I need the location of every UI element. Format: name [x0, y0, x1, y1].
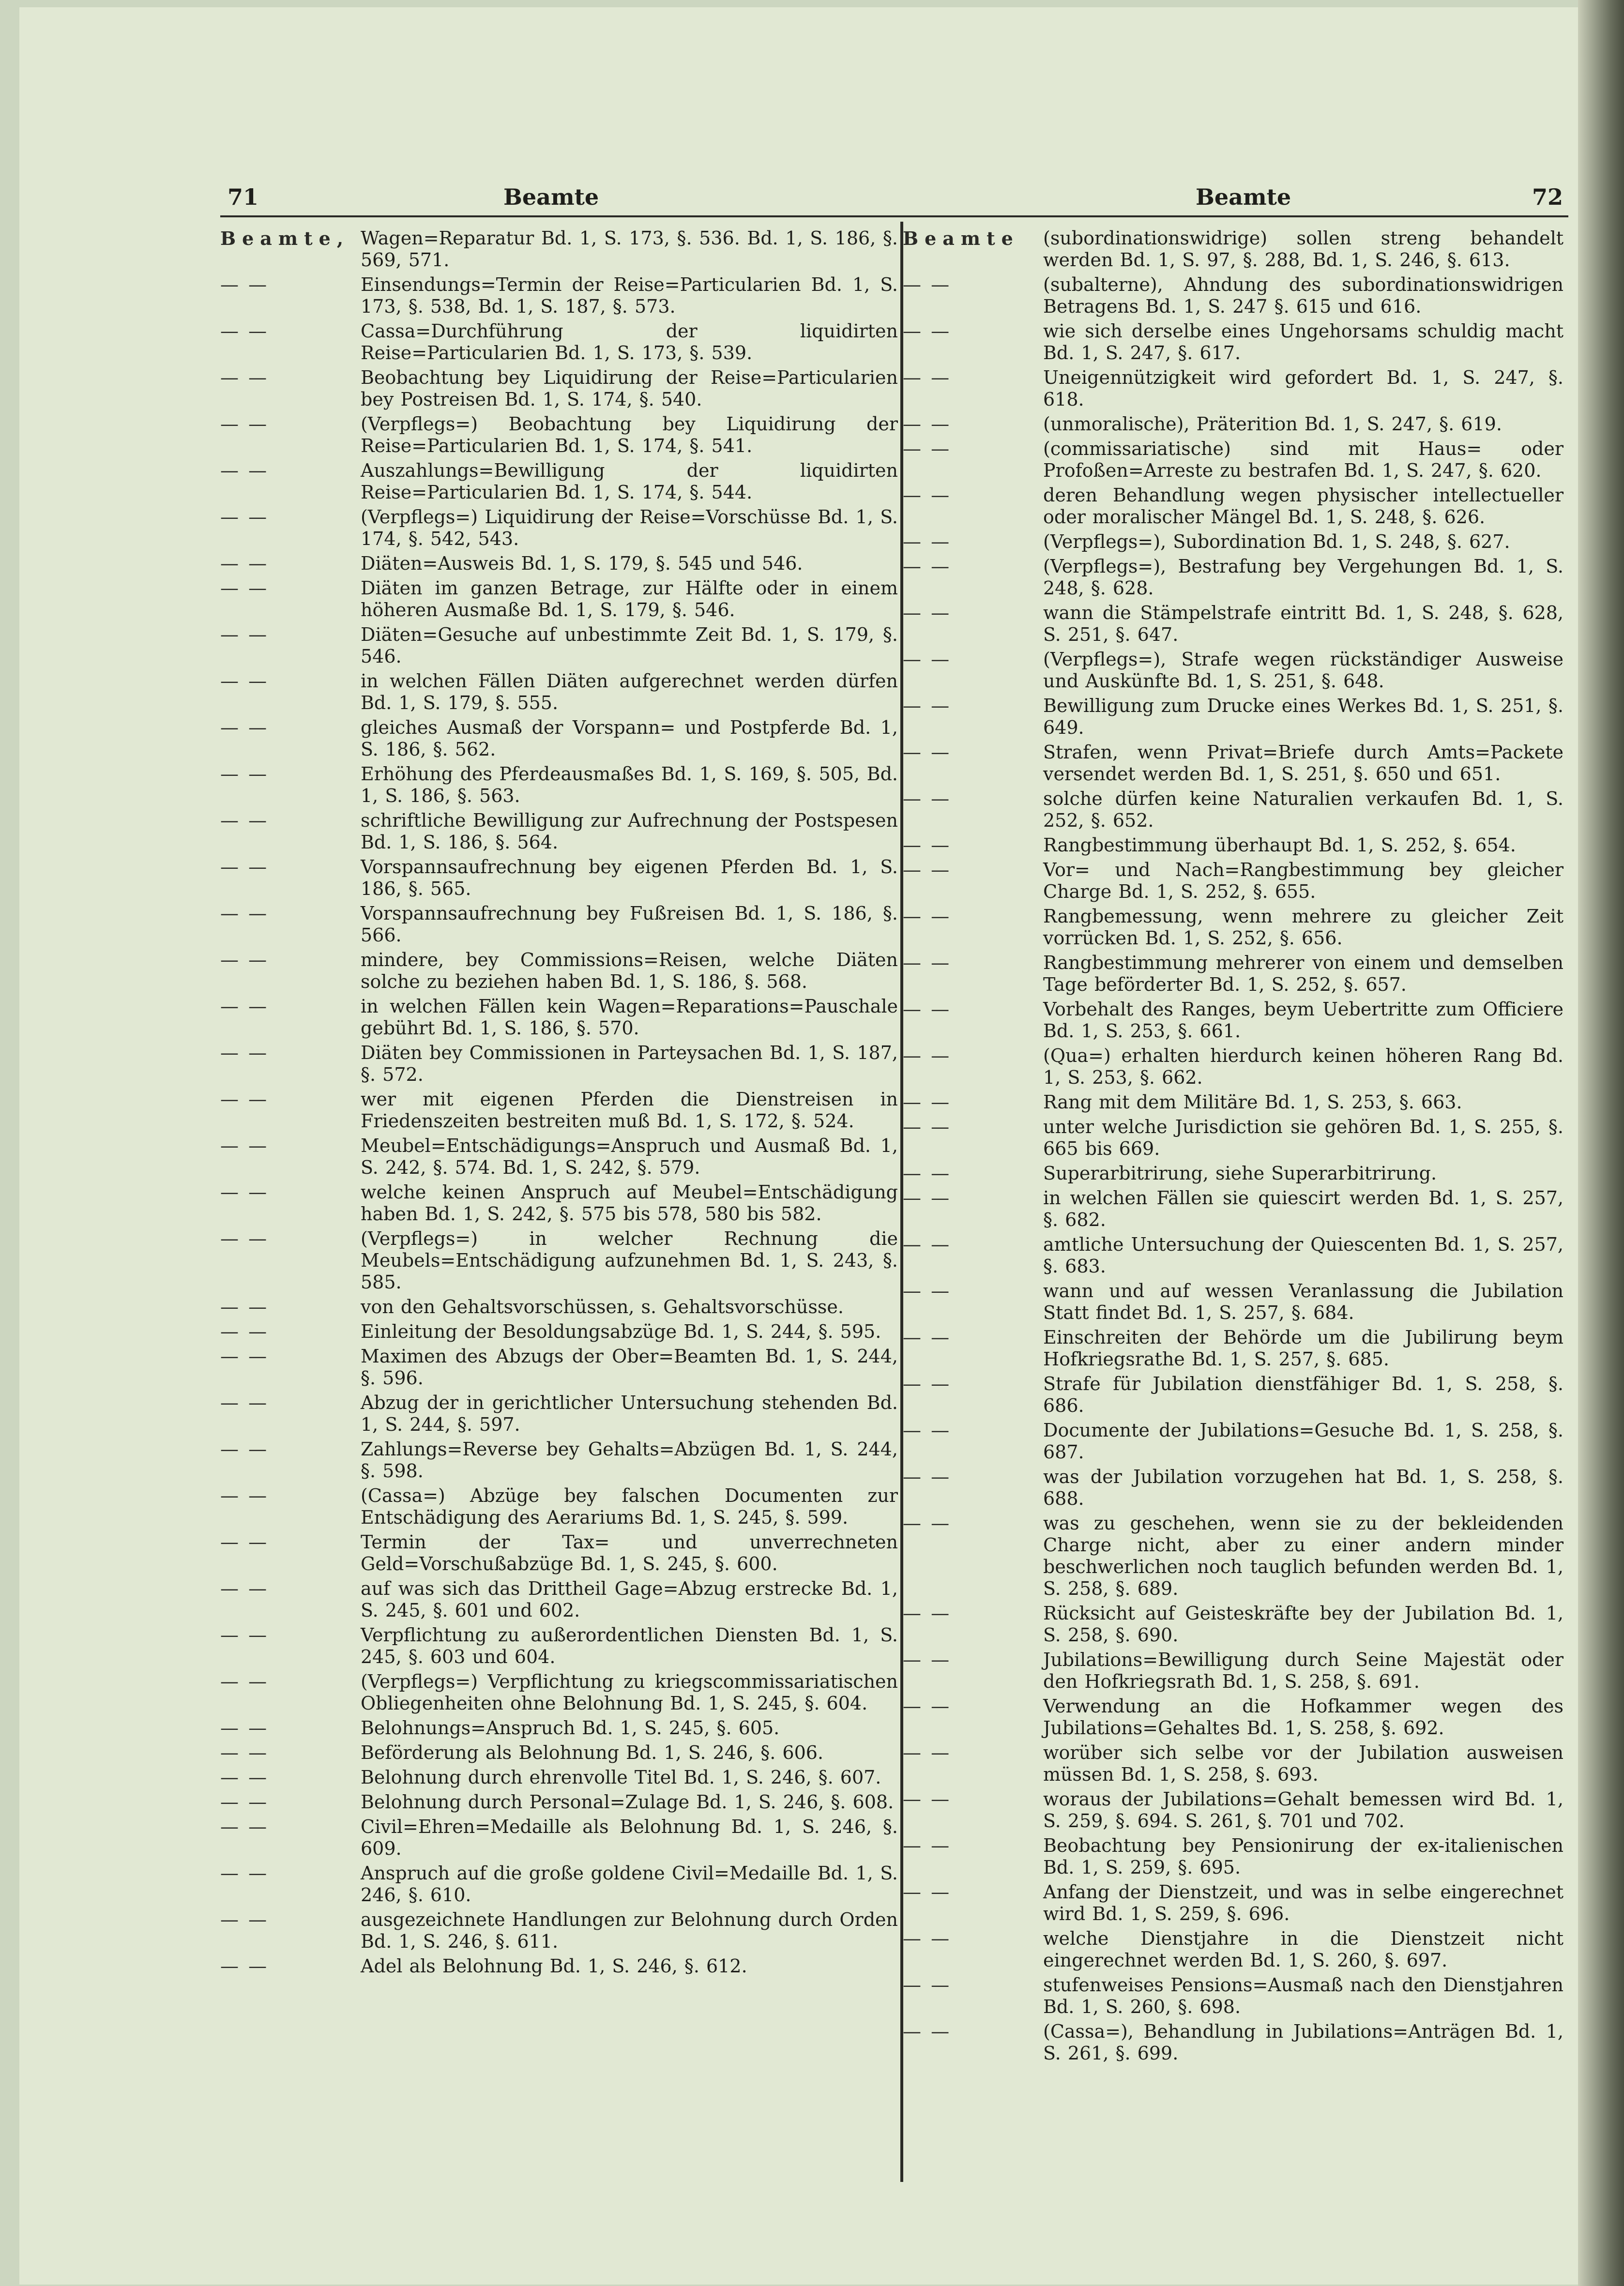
- entry-text: (subalterne), Ahndung des subordinationswidrigen Betragens Bd. 1, S. 247 §. 615 und 616.: [1043, 274, 1563, 317]
- entry-text: stufenweises Pensions=Ausmaß nach den Dienstjahren Bd. 1, S. 260, §. 698.: [1043, 1974, 1563, 2017]
- entry-text: in welchen Fällen sie quiescirt werden Bd. 1, S. 257, §. 682.: [1043, 1187, 1563, 1230]
- entry-ditto-mark: — —: [903, 1116, 952, 1137]
- entry-text: unter welche Jurisdiction sie gehören Bd. 1, S. 255, §. 665 bis 669.: [1043, 1116, 1563, 1159]
- entry-text: Einsendungs=Termin der Reise=Particularien Bd. 1, S. 173, §. 538, Bd. 1, S. 187, §. 573.: [361, 274, 898, 317]
- entry-ditto-mark: — —: [903, 1649, 952, 1670]
- entry-ditto-mark: — —: [220, 624, 269, 645]
- entry-text: (commissariatische) sind mit Haus= oder Profoßen=Arreste zu bestrafen Bd. 1, S. 247, §. 620.: [1043, 438, 1563, 481]
- index-entry: [220, 1296, 898, 1318]
- entry-ditto-mark: — —: [903, 1696, 952, 1717]
- entry-text: Rangbestimmung mehrerer von einem und demselben Tage beförderter Bd. 1, S. 252, §. 657.: [1043, 952, 1563, 995]
- entry-text: (Verpflegs=) Verpflichtung zu kriegscommissariatischen Obliegenheiten ohne Belohnung Bd. 1, S. 245, §. 604.: [361, 1671, 898, 1714]
- index-entry: [903, 602, 1563, 646]
- index-entry: [903, 1649, 1563, 1693]
- entry-ditto-mark: — —: [903, 531, 952, 552]
- entry-text: Auszahlungs=Bewilligung der liquidirten Reise=Particularien Bd. 1, S. 174, §. 544.: [361, 460, 898, 503]
- entry-ditto-mark: — —: [903, 1603, 952, 1624]
- index-entry: [903, 649, 1563, 692]
- index-entry: [220, 1181, 898, 1225]
- entry-text: (Qua=) erhalten hierdurch keinen höheren Rang Bd. 1, S. 253, §. 662.: [1043, 1045, 1563, 1088]
- index-entry: [903, 834, 1563, 856]
- entry-ditto-mark: — —: [903, 1420, 952, 1441]
- entry-ditto-mark: — —: [903, 1280, 952, 1302]
- entry-ditto-mark: — —: [903, 695, 952, 716]
- index-entry: [903, 1234, 1563, 1277]
- index-entry: [903, 1163, 1563, 1184]
- entry-text: Diäten im ganzen Betrage, zur Hälfte oder in einem höheren Ausmaße Bd. 1, S. 179, §. 546.: [361, 577, 898, 621]
- index-entry: [903, 1420, 1563, 1463]
- index-entry: [903, 320, 1563, 364]
- index-entry: [903, 906, 1563, 949]
- entry-text: Meubel=Entschädigungs=Anspruch und Ausmaß Bd. 1, S. 242, §. 574. Bd. 1, S. 242, §. 579.: [361, 1135, 898, 1178]
- entry-text: (Verpflegs=), Bestrafung bey Vergehungen Bd. 1, S. 248, §. 628.: [1043, 556, 1563, 599]
- header-rule: [220, 215, 1568, 217]
- index-entry: [903, 2021, 1563, 2064]
- entry-ditto-mark: — —: [903, 1327, 952, 1348]
- entry-text: Einschreiten der Behörde um die Jubilirung beym Hofkriegsrathe Bd. 1, S. 257, §. 685.: [1043, 1327, 1563, 1370]
- entry-text: Adel als Belohnung Bd. 1, S. 246, §. 612.: [361, 1955, 747, 1977]
- entry-text: was zu geschehen, wenn sie zu der bekleidenden Charge nicht, aber zu einer andern minder beschwerlichen noch tauglich befunden werden Bd. 1, S. 258, §. 689.: [1043, 1513, 1563, 1599]
- index-entry: [903, 1742, 1563, 1786]
- entry-ditto-mark: — —: [220, 670, 269, 692]
- entry-text: Verpflichtung zu außerordentlichen Diensten Bd. 1, S. 245, §. 603 und 604.: [361, 1624, 898, 1667]
- entry-ditto-mark: — —: [903, 1234, 952, 1255]
- index-entry: [220, 553, 898, 575]
- entry-ditto-mark: — —: [903, 906, 952, 927]
- entry-ditto-mark: — —: [220, 367, 269, 388]
- entry-text: wann und auf wessen Veranlassung die Jubilation Statt findet Bd. 1, S. 257, §. 684.: [1043, 1280, 1563, 1323]
- entry-ditto-mark: — —: [220, 856, 269, 878]
- right-running-title: Beamte: [1196, 184, 1291, 210]
- entry-ditto-mark: — —: [220, 996, 269, 1017]
- index-entry: [220, 413, 898, 457]
- entry-ditto-mark: — —: [903, 1466, 952, 1487]
- entry-text: deren Behandlung wegen physischer intellectueller oder moralischer Mängel Bd. 1, S. 248, §. 626.: [1043, 484, 1563, 528]
- entry-ditto-mark: — —: [903, 999, 952, 1020]
- entry-ditto-mark: — —: [903, 274, 952, 295]
- index-entry: [220, 1671, 898, 1714]
- entry-ditto-mark: — —: [220, 1485, 269, 1506]
- entry-text: Strafen, wenn Privat=Briefe durch Amts=Packete versendet werden Bd. 1, S. 251, §. 650 und 651.: [1043, 742, 1563, 785]
- entry-ditto-mark: — —: [220, 903, 269, 924]
- index-entry: [220, 1624, 898, 1668]
- entry-ditto-mark: — —: [903, 1928, 952, 1949]
- entry-ditto-mark: — —: [903, 649, 952, 670]
- entry-text: in welchen Fällen kein Wagen=Reparations=Pauschale gebührt Bd. 1, S. 186, §. 570.: [361, 996, 898, 1039]
- entry-text: Anspruch auf die große goldene Civil=Medaille Bd. 1, S. 246, §. 610.: [361, 1862, 898, 1906]
- entry-text: Verwendung an die Hofkammer wegen des Jubilations=Gehaltes Bd. 1, S. 258, §. 692.: [1043, 1696, 1563, 1739]
- entry-ditto-mark: — —: [903, 367, 952, 388]
- entry-ditto-mark: — —: [220, 949, 269, 970]
- index-entry: [220, 763, 898, 807]
- index-entry: [220, 1816, 898, 1860]
- entry-ditto-mark: — —: [220, 1296, 269, 1317]
- entry-ditto-mark: — —: [903, 1513, 952, 1534]
- index-entry: [903, 1788, 1563, 1832]
- entry-ditto-mark: — —: [220, 1767, 269, 1788]
- entry-ditto-mark: — —: [903, 556, 952, 577]
- entry-text: wer mit eigenen Pferden die Dienstreisen in Friedenszeiten bestreiten muß Bd. 1, S. 172, §. 524.: [361, 1089, 898, 1132]
- entry-ditto-mark: — —: [220, 413, 269, 435]
- entry-ditto-mark: — —: [903, 1045, 952, 1066]
- index-entry: [903, 531, 1563, 553]
- index-entry: [220, 996, 898, 1039]
- entry-ditto-mark: — —: [220, 1717, 269, 1739]
- entry-ditto-mark: — —: [220, 1438, 269, 1460]
- entry-text: Uneigennützigkeit wird gefordert Bd. 1, S. 247, §. 618.: [1043, 367, 1563, 410]
- entry-ditto-mark: — —: [220, 717, 269, 738]
- entry-ditto-mark: — —: [220, 1089, 269, 1110]
- entry-text: Vorspannsaufrechnung bey eigenen Pferden Bd. 1, S. 186, §. 565.: [361, 856, 898, 899]
- entry-ditto-mark: — —: [903, 952, 952, 973]
- entry-ditto-mark: — —: [903, 1742, 952, 1763]
- index-entry: [220, 949, 898, 993]
- entry-ditto-mark: — —: [220, 1955, 269, 1977]
- entry-ditto-mark: — —: [220, 1909, 269, 1930]
- entry-ditto-mark: — —: [903, 2021, 952, 2042]
- left-page-number: 71: [228, 184, 259, 210]
- entry-ditto-mark: — —: [903, 1881, 952, 1903]
- entry-text: ausgezeichnete Handlungen zur Belohnung durch Orden Bd. 1, S. 246, §. 611.: [361, 1909, 898, 1952]
- index-entry: [220, 1135, 898, 1179]
- index-entry: [903, 1466, 1563, 1510]
- index-entry: [220, 1042, 898, 1086]
- entry-text: Superarbitrirung, siehe Superarbitrirung.: [1043, 1163, 1437, 1184]
- entry-text: Abzug der in gerichtlicher Untersuchung stehenden Bd. 1, S. 244, §. 597.: [361, 1392, 898, 1435]
- entry-text: Cassa=Durchführung der liquidirten Reise=Particularien Bd. 1, S. 173, §. 539.: [361, 320, 898, 363]
- entry-text: Bewilligung zum Drucke eines Werkes Bd. 1, S. 251, §. 649.: [1043, 695, 1563, 738]
- entry-ditto-mark: — —: [220, 1346, 269, 1367]
- entry-ditto-mark: — —: [220, 810, 269, 831]
- index-entry: [220, 506, 898, 550]
- right-column: [903, 227, 1563, 2067]
- entry-ditto-mark: — —: [903, 1974, 952, 1996]
- index-entry: [220, 1228, 898, 1293]
- entry-text: Documente der Jubilations=Gesuche Bd. 1, S. 258, §. 687.: [1043, 1420, 1563, 1463]
- index-entry: [220, 903, 898, 946]
- index-entry: [220, 624, 898, 667]
- entry-text: Rangbemessung, wenn mehrere zu gleicher Zeit vorrücken Bd. 1, S. 252, §. 656.: [1043, 906, 1563, 949]
- entry-text: (Verpflegs=), Subordination Bd. 1, S. 248, §. 627.: [1043, 531, 1510, 552]
- entry-ditto-mark: — —: [903, 484, 952, 506]
- entry-text: wann die Stämpelstrafe eintritt Bd. 1, S. 248, §. 628, S. 251, §. 647.: [1043, 602, 1563, 645]
- entry-text: (Cassa=) Abzüge bey falschen Documenten zur Entschädigung des Aerariums Bd. 1, S. 245, §. 599.: [361, 1485, 898, 1528]
- right-page-number: 72: [1532, 184, 1563, 210]
- index-entry: [903, 1974, 1563, 2018]
- index-entry: [903, 227, 1563, 271]
- entry-text: welche keinen Anspruch auf Meubel=Entschädigung haben Bd. 1, S. 242, §. 575 bis 578, 580 bis 582.: [361, 1181, 898, 1225]
- index-entry: [220, 577, 898, 621]
- entry-ditto-mark: — —: [903, 742, 952, 763]
- entry-text: Vorspannsaufrechnung bey Fußreisen Bd. 1, S. 186, §. 566.: [361, 903, 898, 946]
- index-entry: [903, 742, 1563, 785]
- index-entry: [903, 1280, 1563, 1324]
- entry-text: Diäten=Gesuche auf unbestimmte Zeit Bd. 1, S. 179, §. 546.: [361, 624, 898, 667]
- index-entry: [903, 1045, 1563, 1089]
- entry-text: Belohnungs=Anspruch Bd. 1, S. 245, §. 605.: [361, 1717, 780, 1739]
- entry-ditto-mark: — —: [220, 1816, 269, 1837]
- index-entry: [903, 413, 1563, 435]
- left-column: [220, 227, 898, 1980]
- entry-ditto-mark: — —: [220, 1181, 269, 1203]
- index-entry: [220, 1089, 898, 1132]
- entry-text: Termin der Tax= und unverrechneten Geld=Vorschußabzüge Bd. 1, S. 245, §. 600.: [361, 1531, 898, 1574]
- index-entry: [220, 670, 898, 714]
- index-entry: [903, 695, 1563, 739]
- index-entry: [903, 1373, 1563, 1417]
- entry-ditto-mark: — —: [903, 320, 952, 342]
- index-entry: [220, 1578, 898, 1621]
- entry-text: (Verpflegs=) Liquidirung der Reise=Vorschüsse Bd. 1, S. 174, §. 542, 543.: [361, 506, 898, 549]
- entry-text: amtliche Untersuchung der Quiescenten Bd. 1, S. 257, §. 683.: [1043, 1234, 1563, 1277]
- index-entry: [220, 856, 898, 900]
- entry-ditto-mark: — —: [903, 834, 952, 856]
- entry-text: Beförderung als Belohnung Bd. 1, S. 246, §. 606.: [361, 1742, 824, 1763]
- entry-headword: Beamte,: [220, 227, 350, 249]
- entry-ditto-mark: — —: [220, 1135, 269, 1156]
- index-entry: [220, 717, 898, 760]
- entry-text: welche Dienstjahre in die Dienstzeit nicht eingerechnet werden Bd. 1, S. 260, §. 697.: [1043, 1928, 1563, 1971]
- index-entry: [903, 367, 1563, 410]
- entry-ditto-mark: — —: [220, 1042, 269, 1063]
- index-entry: [903, 1928, 1563, 1971]
- index-entry: [220, 1392, 898, 1436]
- entry-ditto-mark: — —: [220, 1321, 269, 1342]
- entry-text: Diäten bey Commissionen in Parteysachen Bd. 1, S. 187, §. 572.: [361, 1042, 898, 1085]
- index-entry: [220, 810, 898, 853]
- entry-text: in welchen Fällen Diäten aufgerechnet werden dürfen Bd. 1, S. 179, §. 555.: [361, 670, 898, 713]
- entry-ditto-mark: — —: [903, 1163, 952, 1184]
- entry-text: Strafe für Jubilation dienstfähiger Bd. 1, S. 258, §. 686.: [1043, 1373, 1563, 1416]
- index-entry: [220, 1485, 898, 1529]
- entry-text: (Verpflegs=) in welcher Rechnung die Meubels=Entschädigung aufzunehmen Bd. 1, S. 243, §. 585.: [361, 1228, 898, 1293]
- index-entry: [220, 1717, 898, 1739]
- index-entry: [220, 1531, 898, 1575]
- entry-text: worüber sich selbe vor der Jubilation ausweisen müssen Bd. 1, S. 258, §. 693.: [1043, 1742, 1563, 1785]
- entry-ditto-mark: — —: [220, 1742, 269, 1763]
- entry-ditto-mark: — —: [220, 274, 269, 295]
- entry-ditto-mark: — —: [903, 438, 952, 459]
- entry-text: Wagen=Reparatur Bd. 1, S. 173, §. 536. Bd. 1, S. 186, §. 569, 571.: [361, 227, 898, 271]
- index-entry: [903, 1513, 1563, 1600]
- entry-headword: Beamte: [903, 227, 1019, 249]
- entry-ditto-mark: — —: [220, 1624, 269, 1646]
- index-entry: [220, 1955, 898, 1977]
- index-entry: [903, 952, 1563, 996]
- index-entry: [220, 1791, 898, 1813]
- entry-text: (subordinationswidrige) sollen streng behandelt werden Bd. 1, S. 97, §. 288, Bd. 1, S. 246, §. 613.: [1043, 227, 1563, 271]
- index-entry: [220, 1862, 898, 1906]
- index-entry: [220, 1346, 898, 1389]
- book-spine: [1578, 0, 1624, 2286]
- entry-text: was der Jubilation vorzugehen hat Bd. 1, S. 258, §. 688.: [1043, 1466, 1563, 1509]
- entry-ditto-mark: — —: [220, 577, 269, 599]
- entry-ditto-mark: — —: [220, 1228, 269, 1249]
- entry-text: Rangbestimmung überhaupt Bd. 1, S. 252, §. 654.: [1043, 834, 1516, 856]
- entry-text: (unmoralische), Präterition Bd. 1, S. 247, §. 619.: [1043, 413, 1502, 435]
- index-entry: [220, 1909, 898, 1953]
- entry-ditto-mark: — —: [903, 1788, 952, 1810]
- index-entry: [903, 556, 1563, 599]
- index-entry: [220, 460, 898, 503]
- entry-text: Jubilations=Bewilligung durch Seine Majestät oder den Hofkriegsrath Bd. 1, S. 258, §. 691.: [1043, 1649, 1563, 1692]
- entry-text: Rücksicht auf Geisteskräfte bey der Jubilation Bd. 1, S. 258, §. 690.: [1043, 1603, 1563, 1646]
- left-running-title: Beamte: [503, 184, 599, 210]
- entry-ditto-mark: — —: [220, 763, 269, 785]
- index-entry: [220, 1767, 898, 1788]
- entry-text: auf was sich das Drittheil Gage=Abzug erstrecke Bd. 1, S. 245, §. 601 und 602.: [361, 1578, 898, 1621]
- entry-text: Einleitung der Besoldungsabzüge Bd. 1, S. 244, §. 595.: [361, 1321, 881, 1342]
- entry-text: Erhöhung des Pferdeausmaßes Bd. 1, S. 169, §. 505, Bd. 1, S. 186, §. 563.: [361, 763, 898, 806]
- entry-text: (Verpflegs=) Beobachtung bey Liquidirung der Reise=Particularien Bd. 1, S. 174, §. 541.: [361, 413, 898, 456]
- entry-text: gleiches Ausmaß der Vorspann= und Postpferde Bd. 1, S. 186, §. 562.: [361, 717, 898, 760]
- entry-ditto-mark: — —: [220, 506, 269, 528]
- index-entry: [903, 1881, 1563, 1925]
- entry-text: (Verpflegs=), Strafe wegen rückständiger Ausweise und Auskünfte Bd. 1, S. 251, §. 648.: [1043, 649, 1563, 692]
- index-entry: [903, 1835, 1563, 1878]
- index-entry: [220, 1321, 898, 1343]
- entry-ditto-mark: — —: [903, 602, 952, 623]
- entry-text: Zahlungs=Reverse bey Gehalts=Abzügen Bd. 1, S. 244, §. 598.: [361, 1438, 898, 1482]
- index-entry: [220, 274, 898, 318]
- entry-text: von den Gehaltsvorschüssen, s. Gehaltsvorschüsse.: [361, 1296, 844, 1317]
- entry-ditto-mark: — —: [220, 553, 269, 574]
- index-entry: [903, 1603, 1563, 1646]
- entry-text: Civil=Ehren=Medaille als Belohnung Bd. 1, S. 246, §. 609.: [361, 1816, 898, 1859]
- entry-text: (Cassa=), Behandlung in Jubilations=Anträgen Bd. 1, S. 261, §. 699.: [1043, 2021, 1563, 2064]
- entry-text: solche dürfen keine Naturalien verkaufen Bd. 1, S. 252, §. 652.: [1043, 788, 1563, 831]
- entry-text: Beobachtung bey Liquidirung der Reise=Particularien bey Postreisen Bd. 1, S. 174, §. 540.: [361, 367, 898, 410]
- index-entry: [903, 1116, 1563, 1160]
- entry-text: wie sich derselbe eines Ungehorsams schuldig macht Bd. 1, S. 247, §. 617.: [1043, 320, 1563, 363]
- index-entry: [220, 367, 898, 410]
- index-entry: [903, 999, 1563, 1042]
- entry-ditto-mark: — —: [903, 1835, 952, 1856]
- index-entry: [220, 227, 898, 271]
- entry-ditto-mark: — —: [220, 460, 269, 481]
- entry-ditto-mark: — —: [220, 1578, 269, 1599]
- entry-text: Belohnung durch ehrenvolle Titel Bd. 1, S. 246, §. 607.: [361, 1767, 881, 1788]
- entry-text: Vor= und Nach=Rangbestimmung bey gleicher Charge Bd. 1, S. 252, §. 655.: [1043, 859, 1563, 902]
- entry-ditto-mark: — —: [220, 320, 269, 342]
- index-entry: [903, 1187, 1563, 1231]
- entry-text: Belohnung durch Personal=Zulage Bd. 1, S. 246, §. 608.: [361, 1791, 894, 1813]
- entry-text: woraus der Jubilations=Gehalt bemessen wird Bd. 1, S. 259, §. 694. S. 261, §. 701 und 702.: [1043, 1788, 1563, 1832]
- entry-text: Beobachtung bey Pensionirung der ex-italienischen Bd. 1, S. 259, §. 695.: [1043, 1835, 1563, 1878]
- index-entry: [903, 859, 1563, 903]
- entry-ditto-mark: — —: [903, 413, 952, 435]
- index-entry: [220, 1742, 898, 1764]
- entry-text: Maximen des Abzugs der Ober=Beamten Bd. 1, S. 244, §. 596.: [361, 1346, 898, 1389]
- index-entry: [220, 320, 898, 364]
- entry-text: Vorbehalt des Ranges, beym Uebertritte zum Officiere Bd. 1, S. 253, §. 661.: [1043, 999, 1563, 1042]
- entry-ditto-mark: — —: [220, 1671, 269, 1692]
- entry-ditto-mark: — —: [903, 1091, 952, 1113]
- entry-text: Anfang der Dienstzeit, und was in selbe eingerechnet wird Bd. 1, S. 259, §. 696.: [1043, 1881, 1563, 1924]
- index-entry: [903, 1327, 1563, 1370]
- entry-ditto-mark: — —: [220, 1531, 269, 1553]
- entry-ditto-mark: — —: [903, 1187, 952, 1209]
- index-entry: [903, 438, 1563, 482]
- entry-text: Rang mit dem Militäre Bd. 1, S. 253, §. 663.: [1043, 1091, 1462, 1113]
- index-entry: [903, 484, 1563, 528]
- entry-ditto-mark: — —: [220, 1862, 269, 1884]
- entry-text: schriftliche Bewilligung zur Aufrechnung der Postspesen Bd. 1, S. 186, §. 564.: [361, 810, 898, 853]
- entry-ditto-mark: — —: [220, 1791, 269, 1813]
- index-entry: [903, 788, 1563, 832]
- entry-ditto-mark: — —: [903, 1373, 952, 1394]
- index-entry: [903, 274, 1563, 318]
- entry-ditto-mark: — —: [220, 1392, 269, 1413]
- entry-ditto-mark: — —: [903, 859, 952, 880]
- entry-ditto-mark: — —: [903, 788, 952, 809]
- index-entry: [903, 1091, 1563, 1113]
- index-entry: [220, 1438, 898, 1482]
- index-entry: [903, 1696, 1563, 1739]
- entry-text: Diäten=Ausweis Bd. 1, S. 179, §. 545 und 546.: [361, 553, 803, 574]
- entry-text: mindere, bey Commissions=Reisen, welche Diäten solche zu beziehen haben Bd. 1, S. 186, §. 568.: [361, 949, 898, 992]
